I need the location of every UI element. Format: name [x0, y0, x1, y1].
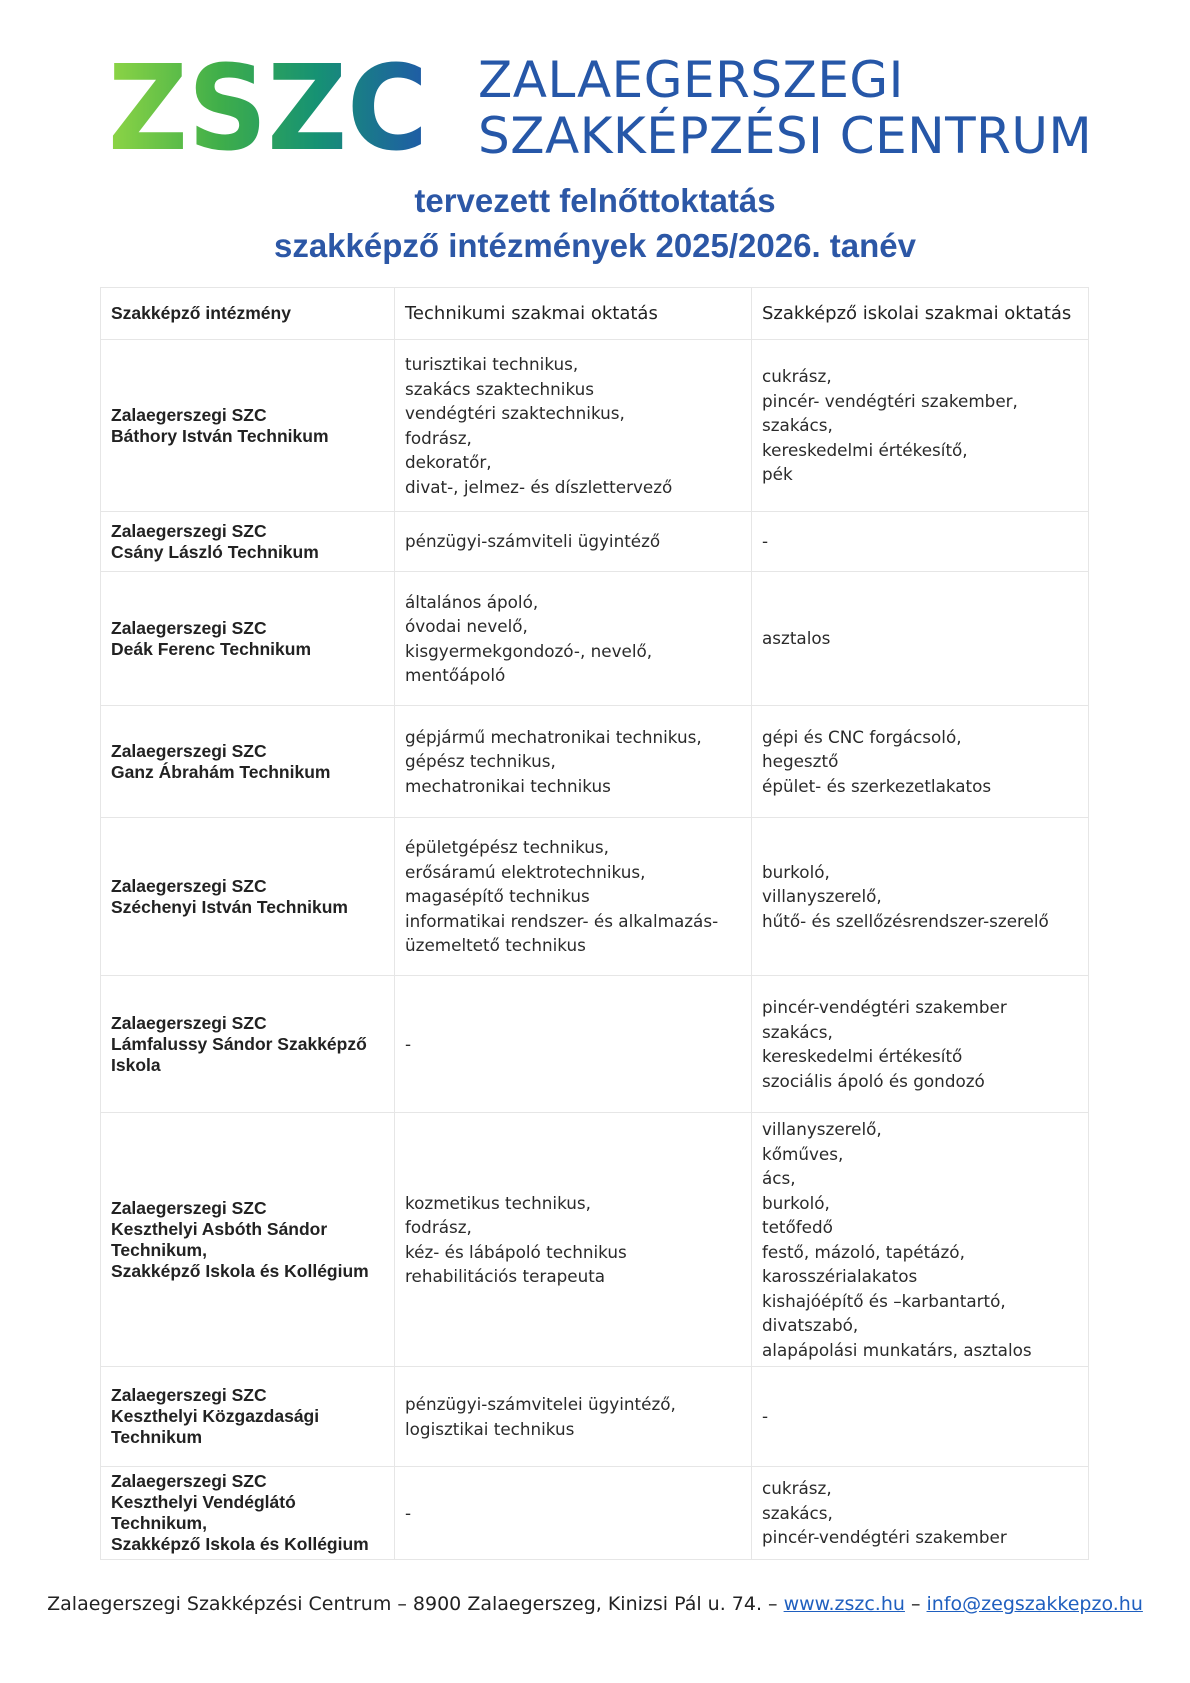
program-item: szakács szaktechnikus	[405, 378, 595, 399]
technical-programs-cell	[395, 976, 752, 1113]
header-vocational: Szakképző iskolai szakmai oktatás	[752, 288, 1089, 340]
technical-programs-cell	[395, 818, 752, 976]
institution-name-line: Technikum,	[111, 1513, 207, 1533]
logo-text: ZSZC	[108, 52, 428, 162]
program-item: gépi és CNC forgácsoló,	[762, 726, 962, 747]
program-item: pincér-vendégtéri szakember	[762, 997, 1007, 1017]
institution-cell	[101, 1467, 395, 1560]
institution-name-line: Zalaegerszegi SZC	[111, 1197, 267, 1218]
program-item: -	[762, 1406, 769, 1427]
program-item: rehabilitációs terapeuta	[405, 1266, 606, 1286]
institution-name-line: Technikum,	[111, 1239, 207, 1260]
table-header-row	[101, 288, 1089, 340]
institution-name-line: Báthory István Technikum	[111, 425, 329, 446]
program-item: magasépítő technikus	[405, 886, 590, 907]
program-item: villanyszerelő,	[762, 886, 882, 907]
header	[108, 51, 1093, 167]
email-link[interactable]: info@zegszakkepzo.hu	[926, 1593, 1143, 1615]
vocational-programs-cell	[752, 818, 1089, 976]
zszc-logo	[108, 52, 438, 162]
program-item: kéz- és lábápoló technikus	[405, 1241, 627, 1262]
technical-programs-cell	[395, 1467, 752, 1560]
institution-name-line: Zalaegerszegi SZC	[111, 1471, 267, 1491]
institution-name-line: Zalaegerszegi SZC	[111, 520, 267, 541]
table-row	[101, 1467, 1089, 1560]
vocational-programs-cell	[752, 512, 1089, 572]
institution-name-line: Keszthelyi Közgazdasági	[111, 1406, 320, 1426]
program-item: karosszérialakatos	[762, 1266, 918, 1286]
programs-table	[100, 287, 1089, 1560]
vocational-programs-cell	[752, 340, 1089, 512]
program-item: kishajóépítő és –karbantartó,	[762, 1290, 1006, 1311]
institution-cell	[101, 818, 395, 976]
institution-name-line: Zalaegerszegi SZC	[111, 1385, 267, 1405]
institution-cell	[101, 976, 395, 1113]
program-item: szakács,	[762, 1502, 833, 1523]
program-item: erősáramú elektrotechnikus,	[405, 861, 646, 882]
footer	[0, 1593, 1190, 1615]
institution-name-line: Szakképző Iskola és Kollégium	[111, 1534, 369, 1554]
website-link[interactable]: www.zszc.hu	[783, 1593, 905, 1615]
program-item: szakács,	[762, 1021, 833, 1042]
program-item: burkoló,	[762, 1192, 830, 1213]
institution-cell	[101, 340, 395, 512]
program-item: vendégtéri szaktechnikus,	[405, 403, 625, 423]
program-item: hegesztő	[762, 751, 839, 772]
program-item: ács,	[762, 1168, 796, 1188]
institution-name-line: Ganz Ábrahám Technikum	[111, 761, 331, 782]
table-row	[101, 512, 1089, 572]
program-item: hűtő- és szellőzésrendszer-szerelő	[762, 910, 1049, 931]
page-title-line1: tervezett felnőttoktatás	[414, 182, 776, 219]
program-item: informatikai rendszer- és alkalmazás-	[405, 910, 719, 931]
technical-programs-cell	[395, 1367, 752, 1467]
table-row	[101, 340, 1089, 512]
program-item: épületgépész technikus,	[405, 837, 609, 858]
vocational-programs-cell	[752, 976, 1089, 1113]
program-item: kőműves,	[762, 1143, 844, 1164]
header-technical: Technikumi szakmai oktatás	[395, 288, 752, 340]
footer-separator: –	[910, 1593, 921, 1615]
program-item: turisztikai technikus,	[405, 354, 579, 374]
program-item: pénzügyi-számvitelei ügyintéző,	[405, 1394, 676, 1414]
program-item: gépész technikus,	[405, 751, 556, 772]
institution-name-line: Zalaegerszegi SZC	[111, 740, 267, 761]
institution-name-line: Keszthelyi Vendéglátó	[111, 1492, 296, 1512]
vocational-programs-cell	[752, 706, 1089, 818]
program-item: dekoratőr,	[405, 452, 492, 472]
institution-name-line: Keszthelyi Asbóth Sándor	[111, 1218, 328, 1239]
program-item: általános ápoló,	[405, 591, 539, 612]
institution-name-line: Technikum	[111, 1427, 203, 1447]
program-item: kisgyermekgondozó-, nevelő,	[405, 640, 653, 661]
program-item: fodrász,	[405, 1217, 472, 1237]
table-row	[101, 976, 1089, 1113]
institution-name-line: Deák Ferenc Technikum	[111, 638, 312, 659]
program-item: kereskedelmi értékesítő	[762, 1046, 963, 1066]
table-row	[101, 818, 1089, 976]
institution-cell	[101, 706, 395, 818]
program-item: mechatronikai technikus	[405, 775, 611, 796]
program-item: festő, mázoló, tapétázó,	[762, 1241, 965, 1262]
institution-cell	[101, 1367, 395, 1467]
program-item: fodrász,	[405, 427, 472, 448]
org-name-line1: ZALAEGERSZEGI	[478, 51, 904, 109]
program-item: divat-, jelmez- és díszlettervező	[405, 476, 673, 497]
technical-programs-cell	[395, 340, 752, 512]
program-item: gépjármű mechatronikai technikus,	[405, 726, 702, 747]
program-item: divatszabó,	[762, 1315, 859, 1335]
program-item: szakács,	[762, 415, 833, 436]
program-item: pincér-vendégtéri szakember	[762, 1527, 1007, 1548]
program-item: alapápolási munkatárs, asztalos	[762, 1339, 1032, 1360]
institution-name-line: Szakképző Iskola és Kollégium	[111, 1260, 369, 1281]
footer-address: Zalaegerszegi Szakképzési Centrum – 8900 Zalaegerszeg, Kinizsi Pál u. 74. –	[47, 1593, 778, 1615]
institution-name-line: Iskola	[111, 1054, 161, 1075]
program-item: kozmetikus technikus,	[405, 1192, 592, 1213]
program-item: cukrász,	[762, 1478, 832, 1499]
institution-name-line: Lámfalussy Sándor Szakképző	[111, 1033, 367, 1054]
institution-cell	[101, 1113, 395, 1367]
program-item: tetőfedő	[762, 1217, 833, 1237]
institution-name-line: Széchenyi István Technikum	[111, 896, 348, 917]
table-row	[101, 706, 1089, 818]
program-item: üzemeltető technikus	[405, 935, 586, 956]
table-row	[101, 572, 1089, 706]
table-row	[101, 1113, 1089, 1367]
institution-name-line: Zalaegerszegi SZC	[111, 875, 267, 896]
vocational-programs-cell	[752, 1113, 1089, 1367]
vocational-programs-cell	[752, 1467, 1089, 1560]
institution-name-line: Csány László Technikum	[111, 541, 319, 562]
institution-cell	[101, 512, 395, 572]
program-item: villanyszerelő,	[762, 1119, 882, 1139]
technical-programs-cell	[395, 572, 752, 706]
institution-name-line: Zalaegerszegi SZC	[111, 617, 267, 638]
vocational-programs-cell	[752, 1367, 1089, 1467]
institution-name-line: Zalaegerszegi SZC	[111, 1012, 267, 1033]
institution-name-line: Zalaegerszegi SZC	[111, 404, 267, 425]
technical-programs-cell	[395, 512, 752, 572]
program-item: cukrász,	[762, 366, 832, 387]
program-item: mentőápoló	[405, 665, 506, 685]
page-title-line2: szakképző intézmények 2025/2026. tanév	[273, 227, 917, 264]
program-item: szociális ápoló és gondozó	[762, 1070, 985, 1091]
program-item: pincér- vendégtéri szakember,	[762, 390, 1018, 411]
table-row	[101, 1367, 1089, 1467]
program-item: -	[405, 1033, 412, 1054]
program-item: pék	[762, 464, 793, 485]
program-item: -	[405, 1502, 412, 1523]
org-name	[478, 52, 1092, 164]
program-item: kereskedelmi értékesítő,	[762, 439, 968, 460]
org-name-line2: SZAKKÉPZÉSI CENTRUM	[478, 107, 1093, 165]
technical-programs-cell	[395, 1113, 752, 1367]
program-item: óvodai nevelő,	[405, 616, 528, 636]
program-item: pénzügyi-számviteli ügyintéző	[405, 531, 661, 552]
program-item: épület- és szerkezetlakatos	[762, 775, 992, 796]
header-institution: Szakképző intézmény	[101, 288, 395, 340]
program-item: logisztikai technikus	[405, 1418, 575, 1439]
institution-cell	[101, 572, 395, 706]
technical-programs-cell	[395, 706, 752, 818]
program-item: -	[762, 531, 769, 552]
vocational-programs-cell	[752, 572, 1089, 706]
program-item: asztalos	[762, 628, 831, 649]
program-item: burkoló,	[762, 861, 830, 882]
